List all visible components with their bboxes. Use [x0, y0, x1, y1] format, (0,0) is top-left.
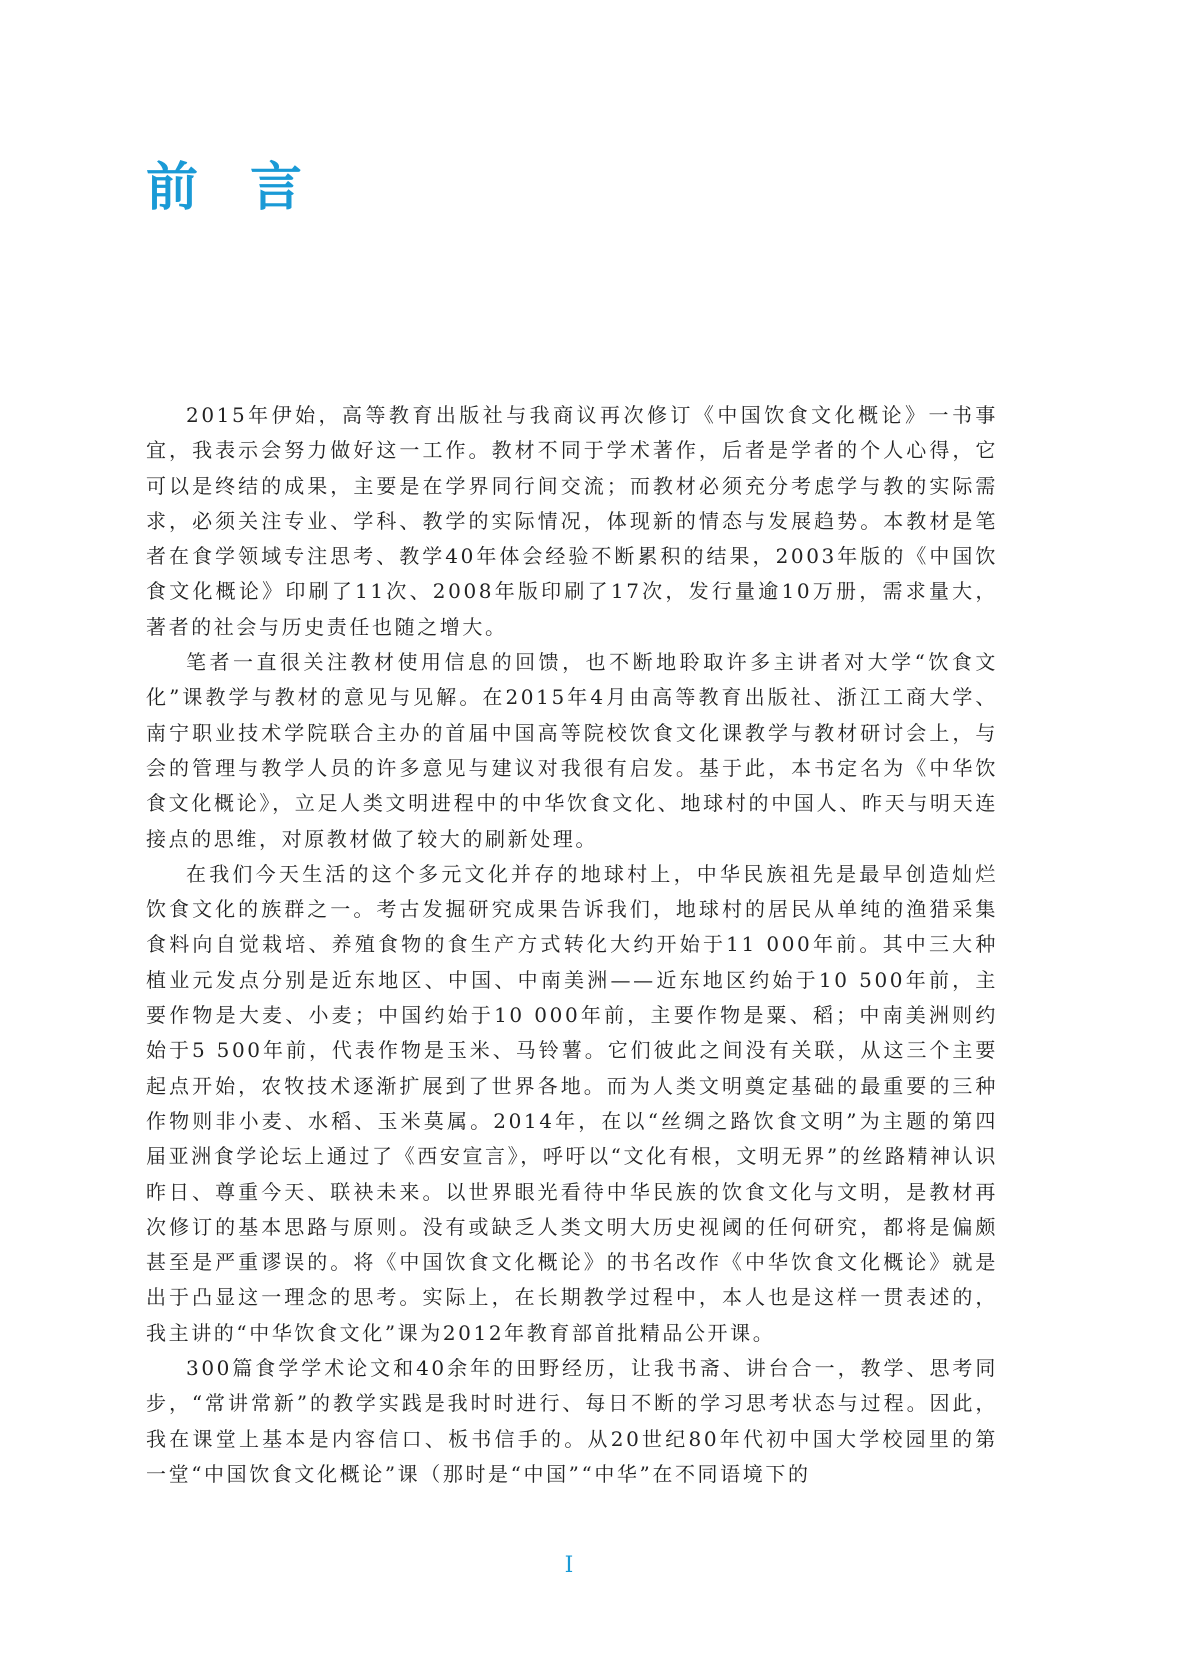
paragraph: 300篇食学学术论文和40余年的田野经历，让我书斋、讲台合一，教学、思考同步，“常讲常新”的教学实践是我时时进行、每日不断的学习思考状态与过程。因此，我在课堂上基本是内容信口、板书信手的。从20世纪80年代初中国大学校园里的第一堂“中国饮食文化概论”课（那时是“中国”“中华”在不同语境下的	[146, 1356, 998, 1486]
paragraph: 在我们今天生活的这个多元文化并存的地球村上，中华民族祖先是最早创造灿烂饮食文化的族群之一。考古发掘研究成果告诉我们，地球村的居民从单纯的渔猎采集食料向自觉栽培、养殖食物的食生产方式转化大约开始于11 000年前。其中三大种植业元发点分别是近东地区、中国、中南美洲——近东地区约始于10 500年前，主要作物是大麦、小麦；中国约始于10 000年前，主要作物是粟、稻；中南美洲则约始于5 500年前，代表作物是玉米、马铃薯。它们彼此之间没有关联，从这三个主要起点开始，农牧技术逐渐扩展到了世界各地。而为人类文明奠定基础的最重要的三种作物则非小麦、水稻、玉米莫属。2014年，在以“丝绸之路饮食文明”为主题的第四届亚洲食学论坛上通过了《西安宣言》，呼吁以“文化有根，文明无界”的丝路精神认识昨日、尊重今天、联袂未来。以世界眼光看待中华民族的饮食文化与文明，是教材再次修订的基本思路与原则。没有或缺乏人类文明大历史视阈的任何研究，都将是偏颇甚至是严重谬误的。将《中国饮食文化概论》的书名改作《中华饮食文化概论》就是出于凸显这一理念的思考。实际上，在长期教学过程中，本人也是这样一贯表述的，我主讲的“中华饮食文化”课为2012年教育部首批精品公开课。	[146, 861, 998, 1345]
page-number: I	[564, 1553, 574, 1578]
paragraph: 笔者一直很关注教材使用信息的回馈，也不断地聆取许多主讲者对大学“饮食文化”课教学与教材的意见与见解。在2015年4月由高等教育出版社、浙江工商大学、南宁职业技术学院联合主办的首届中国高等院校饮食文化课教学与教材研讨会上，与会的管理与教学人员的许多意见与建议对我很有启发。基于此，本书定名为《中华饮食文化概论》，立足人类文明进程中的中华饮食文化、地球村的中国人、昨天与明天连接点的思维，对原教材做了较大的刷新处理。	[146, 650, 998, 851]
body-text	[146, 398, 998, 1492]
paragraph: 2015年伊始，高等教育出版社与我商议再次修订《中国饮食文化概论》一书事宜，我表示会努力做好这一工作。教材不同于学术著作，后者是学者的个人心得，它可以是终结的成果，主要是在学界同行间交流；而教材必须充分考虑学与教的实际需求，必须关注专业、学科、教学的实际情况，体现新的情态与发展趋势。本教材是笔者在食学领域专注思考、教学40年体会经验不断累积的结果，2003年版的《中国饮食文化概论》印刷了11次、2008年版印刷了17次，发行量逾10万册，需求量大，著者的社会与历史责任也随之增大。	[146, 403, 998, 639]
page-title: 前言	[146, 157, 355, 218]
